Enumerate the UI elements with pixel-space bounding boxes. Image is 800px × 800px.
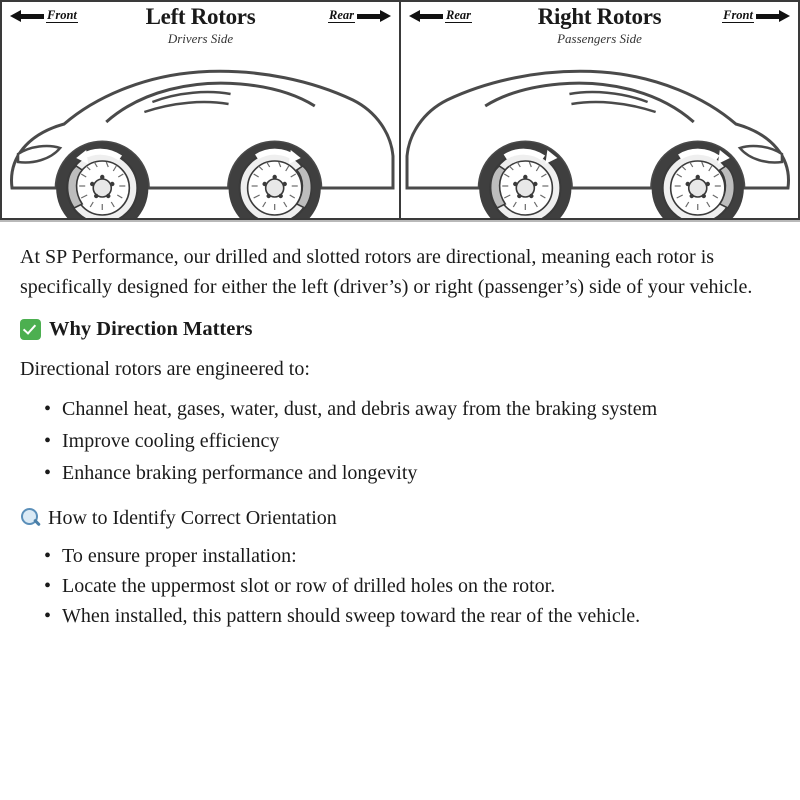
right-panel-front-tag xyxy=(722,9,790,23)
arrow-left-icon xyxy=(10,10,44,23)
left-panel-front-tag xyxy=(10,9,78,23)
article-content xyxy=(0,222,800,631)
right-front-rotation-label: Rotation xyxy=(622,106,658,131)
right-rear-rotation-label: Rotation xyxy=(512,108,548,133)
list-item: • When installed, this pattern should sweep toward the rear of the vehicle. xyxy=(62,601,780,631)
left-panel-rear-tag xyxy=(328,9,391,23)
right-rotors-panel xyxy=(400,0,800,220)
magnifying-glass-icon xyxy=(20,507,42,529)
arrow-right-icon xyxy=(357,10,391,23)
arrow-right-icon xyxy=(756,10,790,23)
list-item: • To ensure proper installation: xyxy=(62,541,780,571)
left-side-car-illustration xyxy=(2,38,399,220)
list-item: • Channel heat, gases, water, dust, and debris away from the braking system xyxy=(62,394,780,425)
right-panel-subtitle: Passengers Side xyxy=(557,31,642,46)
list-item: • Improve cooling efficiency xyxy=(62,426,780,457)
check-mark-icon xyxy=(20,319,41,340)
identify-steps-list xyxy=(20,541,780,631)
left-panel-title: Left Rotors xyxy=(145,4,256,29)
right-panel-front-tag-label: Front xyxy=(723,8,753,22)
rotor-orientation-diagram xyxy=(0,0,800,222)
right-side-car-illustration xyxy=(401,38,798,220)
right-panel-title: Right Rotors xyxy=(537,4,662,29)
arrow-left-icon xyxy=(409,10,443,23)
left-panel-subtitle: Drivers Side xyxy=(167,31,234,46)
why-direction-matters-heading-label: Why Direction Matters xyxy=(49,318,253,340)
right-panel-rear-tag xyxy=(409,9,472,23)
identify-orientation-heading-label: How to Identify Correct Orientation xyxy=(48,507,337,529)
benefits-list xyxy=(20,394,780,489)
engineered-lead-paragraph: Directional rotors are engineered to: xyxy=(20,358,310,380)
list-item: • Enhance braking performance and longevity xyxy=(62,458,780,489)
left-front-rotation-label: Rotation xyxy=(151,106,187,131)
intro-paragraph: At SP Performance, our drilled and slotted rotors are directional, meaning each rotor is specifically designed for either the left (driver’s) or right (passenger’s) side of your vehicle. xyxy=(20,246,753,298)
left-panel-front-tag-label: Front xyxy=(47,8,77,22)
list-item: • Locate the uppermost slot or row of drilled holes on the rotor. xyxy=(62,571,780,601)
left-rear-rotation-label: Rotation xyxy=(259,108,295,133)
why-direction-matters-heading xyxy=(20,316,780,342)
right-panel-rear-tag-label: Rear xyxy=(446,8,471,22)
left-panel-rear-tag-label: Rear xyxy=(329,8,354,22)
left-rotors-panel xyxy=(0,0,400,220)
identify-orientation-heading xyxy=(20,505,780,531)
